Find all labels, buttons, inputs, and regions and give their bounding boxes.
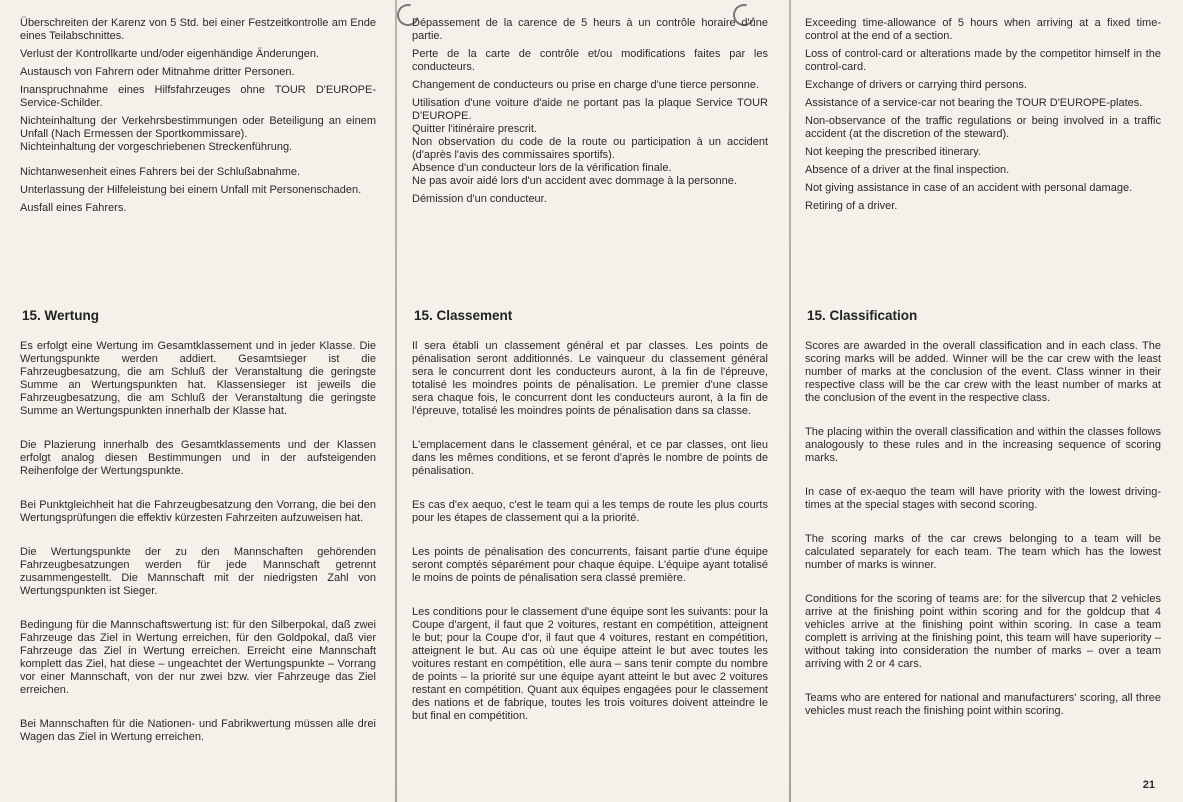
paragraph: Teams who are entered for national and manufacturers' scoring, all three vehicles must reach the finishing point within scoring. — [805, 692, 1161, 717]
penalty-item: Non-observance of the traffic regulations or being involved in a traffic accident (at the discretion of the steward). — [805, 115, 1161, 140]
penalty-list — [805, 17, 1161, 300]
english-column — [789, 0, 1183, 802]
paragraph: Bedingung für die Mannschaftswertung ist: für den Silberpokal, daß zwei Fahrzeuge das Ziel in Wertung erreichen, für den Goldpokal, daß vier Fahrzeuge das Ziel in Wertung erreichen. Erreicht eine Mannschaft komplett das Ziel, hat diese – ungeachtet der Wertungspunkte – Vorrang vor einer Mannschaft, von der nur zwei bzw. vier Fahrzeuge das Ziel erreichen. — [20, 619, 376, 696]
paragraph: Es erfolgt eine Wertung im Gesamtklassement und in jeder Klasse. Die Wertungspunkte werden addiert. Gesamtsieger ist die Fahrzeugbesatzung, die am Schluß der Veranstaltung die geringste Summe an Wertungspunkten hat. Klassensieger ist jeweils die Fahrzeugbesatzung, die am Schluß der Veranstaltung die geringste Summe an Wertungspunkten innerhalb der Klasse hat. — [20, 340, 376, 417]
paragraph: Die Wertungspunkte der zu den Mannschaften gehörenden Fahrzeugbesatzungen werden für jede Mannschaft getrennt zusammengestellt. Die Mannschaft mit der niedrigsten Zahl von Wertungspunkten ist Sieger. — [20, 546, 376, 597]
penalty-item: Unterlassung der Hilfeleistung bei einem Unfall mit Personenschaden. — [20, 184, 362, 196]
penalty-item: Nichtanwesenheit eines Fahrers bei der Schlußabnahme. — [20, 166, 301, 178]
penalty-item: Changement de conducteurs ou prise en charge d'une tierce personne. — [412, 79, 759, 91]
penalty-item: Überschreiten der Karenz von 5 Std. bei einer Festzeitkontrolle am Ende eines Teilabschnittes. — [20, 17, 376, 42]
penalty-item: Retiring of a driver. — [805, 200, 898, 212]
penalty-item: Verlust der Kontrollkarte und/oder eigenhändige Änderungen. — [20, 48, 320, 60]
penalty-item: Assistance of a service-car not bearing the TOUR D'EUROPE-plates. — [805, 97, 1143, 109]
penalty-list — [20, 17, 376, 300]
paragraph: Les conditions pour le classement d'une équipe sont les suivants: pour la Coupe d'argent, il faut que 2 voitures, restant en compétition, atteignent le but; pour la Coupe d'or, il faut que 4 voitures, restant en compétition, atteignent le but. Au cas où une équipe atteint le but avec toutes les voitures restant en compétition, elle aura – sans tenir compte du nombre de points – la priorité sur une équipe ayant atteint le but avec 2 voitures restant en compétition. Quant aux équipes engagées pour le classement des nations et de fabrique, toutes les trois voitures doivent atteindre le but final en compétition. — [412, 606, 768, 722]
penalty-item: Perte de la carte de contrôle et/ou modifications faites par les conducteurs. — [412, 48, 768, 73]
penalty-item: Utilisation d'une voiture d'aide ne portant pas la plaque Service TOUR D'EUROPE. — [412, 97, 768, 122]
paragraph: Scores are awarded in the overall classification and in each class. The scoring marks will be added. Winner will be the car crew with the least number of marks at the conclusion of the event. Class winner in their respective class will be the car crew with the least number of marks at the conclusion of the event in the respective class. — [805, 340, 1161, 404]
paragraph: Bei Punktgleichheit hat die Fahrzeugbesatzung den Vorrang, die bei den Wertungsprüfungen die effektiv kürzesten Fahrzeiten aufzuweisen hat. — [20, 499, 376, 524]
penalty-item: Quitter l'itinéraire prescrit. — [412, 123, 537, 135]
paragraph: Les points de pénalisation des concurrents, faisant partie d'une équipe seront comptés séparément pour chaque équipe. L'équipe ayant totalisé le moins de points de pénalisation sera classé première. — [412, 546, 768, 584]
penalty-item: Non observation du code de la route ou participation à un accident (d'après l'avis des commissaires sportifs). — [412, 136, 768, 161]
penalty-item: Not giving assistance in case of an accident with personal damage. — [805, 182, 1133, 194]
german-column — [0, 0, 393, 802]
penalty-item: Ausfall eines Fahrers. — [20, 202, 127, 214]
page-number: 21 — [1142, 779, 1155, 791]
penalty-item: Dépassement de la carence de 5 heurs à un contrôle horaire d'une partie. — [412, 17, 768, 42]
penalty-item: Démission d'un conducteur. — [412, 193, 547, 205]
penalty-item: Inanspruchnahme eines Hilfsfahrzeuges ohne TOUR D'EUROPE-Service-Schilder. — [20, 84, 376, 109]
penalty-item: Absence of a driver at the final inspection. — [805, 164, 1010, 176]
penalty-item: Exchange of drivers or carrying third persons. — [805, 79, 1027, 91]
paragraph: In case of ex-aequo the team will have priority with the lowest driving-times at the special stages with second scoring. — [805, 486, 1161, 511]
penalty-item: Loss of control-card or alterations made by the competitor himself in the control-card. — [805, 48, 1161, 73]
paragraph: L'emplacement dans le classement général, et ce par classes, ont lieu dans les mêmes conditions, et se feront d'après le nombre de points de pénalisation. — [412, 439, 768, 477]
paragraph: Bei Mannschaften für die Nationen- und Fabrikwertung müssen alle drei Wagen das Ziel in Wertung erreichen. — [20, 718, 376, 743]
paragraph: Conditions for the scoring of teams are: for the silvercup that 2 vehicles arrive at the finishing point within scoring and for the goldcup that 4 vehicles arrive at the finishing point within scoring. In case a team complett is arriving at the finishing point, this team will have superiority – without taking into consideration the number of marks – over a team arriving with 2 or 4 cars. — [805, 593, 1161, 670]
section-heading: 15. Classement — [414, 308, 513, 323]
paragraph: The placing within the overall classification and within the classes follows analogously to these rules and in the increasing sequence of scoring marks. — [805, 426, 1161, 464]
paragraph: Il sera établi un classement général et par classes. Les points de pénalisation seront additionnés. Le vainqueur du classement général sera le concurrent dont les conducteurs auront, à la fin de l'épreuve, totalisé les moindres points de pénalisation. Le premier d'une classe sera chaque fois, le concurrent dont les conducteurs auront, à la fin de l'épreuve, totalisé les moindres points de pénalisation dans sa classe. — [412, 340, 768, 417]
penalty-item: Ne pas avoir aidé lors d'un accident avec dommage à la personne. — [412, 175, 737, 187]
penalty-list — [412, 17, 768, 300]
penalty-item: Exceeding time-allowance of 5 hours when arriving at a fixed time-control at the end of a section. — [805, 17, 1161, 42]
penalty-item: Absence d'un conducteur lors de la vérification finale. — [412, 162, 672, 174]
penalty-item: Nichteinhaltung der Verkehrsbestimmungen oder Beteiligung an einem Unfall (Nach Ermessen der Sportkommissare). — [20, 115, 376, 140]
paragraph: The scoring marks of the car crews belonging to a team will be calculated separately for each team. The team which has the lowest number of marks is winner. — [805, 533, 1161, 571]
penalty-item: Not keeping the prescribed itinerary. — [805, 146, 981, 158]
penalty-item: Austausch von Fahrern oder Mitnahme dritter Personen. — [20, 66, 295, 78]
french-column — [393, 0, 789, 802]
penalty-item: Nichteinhaltung der vorgeschriebenen Streckenführung. — [20, 141, 293, 153]
section-heading: 15. Wertung — [22, 308, 100, 323]
paragraph: Die Plazierung innerhalb des Gesamtklassements und der Klassen erfolgt analog diesen Bestimmungen und in der aufsteigenden Reihenfolge der Wertungspunkte. — [20, 439, 376, 477]
paragraph: Es cas d'ex aequo, c'est le team qui a les temps de route les plus courts pour les étapes de classement qui a la priorité. — [412, 499, 768, 524]
section-heading: 15. Classification — [807, 308, 918, 323]
